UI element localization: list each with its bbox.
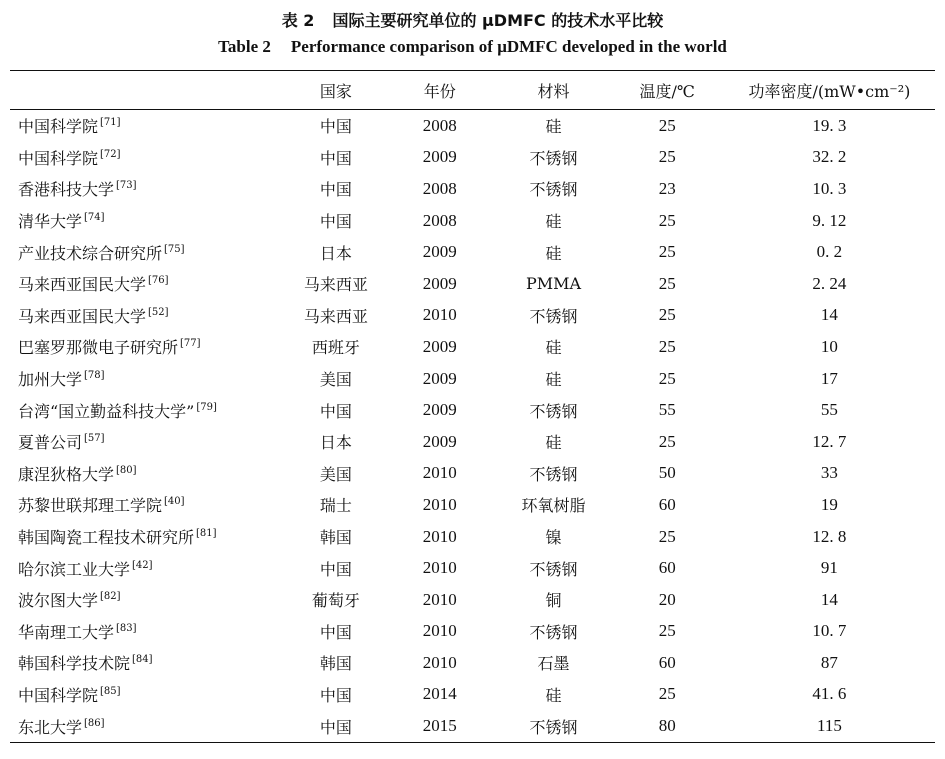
cell-temperature-text: 25 (658, 210, 676, 230)
cell-material (497, 363, 611, 395)
cell-power-density (724, 552, 935, 584)
cell-country-text: 中国 (319, 559, 352, 579)
cell-country (289, 458, 383, 490)
cell-year-text: 2008 (422, 115, 457, 135)
cell-temperature (611, 300, 724, 332)
caption-chinese (0, 8, 945, 34)
cell-year-text: 2010 (422, 463, 457, 483)
cell-temperature (611, 710, 724, 742)
cell-country (289, 521, 383, 553)
cell-material (497, 458, 611, 490)
caption-cn-label: 表 2 (281, 11, 315, 30)
reference-number: [74] (84, 212, 105, 224)
cell-temperature (611, 363, 724, 395)
cell-material (497, 142, 611, 174)
cell-unit (10, 363, 289, 395)
cell-temperature (611, 110, 724, 142)
table-row (10, 236, 935, 268)
cell-material (497, 394, 611, 426)
reference-number: [42] (132, 559, 153, 571)
cell-material-text: 不锈钢 (529, 148, 578, 168)
caption-en-label: Table 2 (218, 37, 271, 56)
cell-unit (10, 647, 289, 679)
cell-temperature (611, 394, 724, 426)
cell-unit-text: 哈尔滨工业大学 (18, 559, 131, 579)
cell-power-density (724, 521, 935, 553)
cell-temperature (611, 205, 724, 237)
cell-temperature-text: 25 (658, 273, 676, 293)
table-caption (0, 8, 945, 60)
reference-number: [85] (100, 685, 121, 697)
cell-material-text: 不锈钢 (529, 464, 578, 484)
cell-power-density-text: 19. 3 (812, 115, 847, 135)
cell-unit-text: 清华大学 (18, 212, 83, 232)
cell-year-text: 2010 (422, 494, 457, 514)
cell-power-density (724, 426, 935, 458)
cell-unit (10, 710, 289, 742)
cell-material-text: 不锈钢 (529, 622, 578, 642)
cell-unit-text: 台湾“国立勤益科技大学” (18, 401, 195, 421)
cell-country (289, 300, 383, 332)
cell-year-text: 2009 (422, 273, 457, 293)
cell-country (289, 616, 383, 648)
cell-unit-text: 中国科学院 (18, 148, 99, 168)
cell-country-text: 西班牙 (311, 338, 360, 358)
header-country: 国家 (319, 81, 352, 101)
cell-year (383, 489, 496, 521)
reference-number: [72] (100, 148, 121, 160)
cell-power-density (724, 710, 935, 742)
cell-temperature (611, 521, 724, 553)
cell-material (497, 205, 611, 237)
cell-temperature-text: 60 (658, 652, 676, 672)
cell-temperature (611, 142, 724, 174)
cell-country (289, 584, 383, 616)
cell-year (383, 647, 496, 679)
cell-temperature-text: 60 (658, 558, 676, 578)
cell-unit (10, 616, 289, 648)
cell-country-text: 日本 (319, 433, 352, 453)
cell-year-text: 2008 (422, 178, 457, 198)
cell-power-density-text: 2. 24 (812, 273, 847, 293)
cell-material (497, 331, 611, 363)
cell-power-density (724, 236, 935, 268)
cell-country (289, 426, 383, 458)
cell-unit (10, 268, 289, 300)
cell-power-density (724, 647, 935, 679)
cell-unit (10, 489, 289, 521)
cell-material-text: 不锈钢 (529, 717, 578, 737)
cell-country-text: 马来西亚 (303, 275, 368, 295)
cell-power-density (724, 679, 935, 711)
cell-power-density-text: 91 (820, 558, 838, 578)
table-row (10, 300, 935, 332)
cell-power-density-text: 12. 7 (812, 431, 847, 451)
header-unit (10, 71, 289, 110)
cell-year (383, 584, 496, 616)
cell-country-text: 中国 (319, 212, 352, 232)
cell-year (383, 363, 496, 395)
cell-power-density-text: 17 (820, 368, 838, 388)
cell-unit-text: 中国科学院 (18, 685, 99, 705)
caption-cn-title: 国际主要研究单位的 μDMFC 的技术水平比较 (332, 11, 664, 30)
cell-unit (10, 521, 289, 553)
cell-country (289, 331, 383, 363)
table-row (10, 363, 935, 395)
cell-country (289, 110, 383, 142)
cell-year (383, 142, 496, 174)
cell-year-text: 2008 (422, 210, 457, 230)
reference-number: [71] (100, 117, 121, 129)
caption-english (0, 34, 945, 60)
cell-material (497, 647, 611, 679)
cell-unit-text: 产业技术综合研究所 (18, 243, 163, 263)
cell-material-text: 铜 (545, 591, 562, 611)
cell-unit (10, 142, 289, 174)
cell-country (289, 236, 383, 268)
table-row (10, 521, 935, 553)
cell-material-text: 硅 (545, 338, 562, 358)
cell-unit (10, 331, 289, 363)
cell-country (289, 710, 383, 742)
table-row (10, 584, 935, 616)
cell-power-density (724, 331, 935, 363)
cell-material (497, 616, 611, 648)
cell-country (289, 363, 383, 395)
cell-power-density-text: 10. 3 (812, 178, 847, 198)
cell-year-text: 2010 (422, 621, 457, 641)
cell-material (497, 268, 611, 300)
cell-power-density-text: 14 (820, 589, 838, 609)
table-row (10, 394, 935, 426)
cell-material-text: 硅 (545, 433, 562, 453)
cell-year (383, 300, 496, 332)
cell-temperature-text: 80 (658, 716, 676, 736)
reference-number: [83] (116, 622, 137, 634)
cell-material-text: 硅 (545, 370, 562, 390)
header-temperature: 温度/℃ (639, 81, 695, 101)
cell-country-text: 中国 (319, 622, 352, 642)
cell-country (289, 679, 383, 711)
cell-material-text: 不锈钢 (529, 180, 578, 200)
cell-temperature-text: 25 (658, 431, 676, 451)
reference-number: [81] (196, 528, 217, 540)
cell-temperature (611, 268, 724, 300)
reference-number: [40] (164, 496, 185, 508)
cell-year-text: 2010 (422, 589, 457, 609)
table-row (10, 616, 935, 648)
cell-unit (10, 173, 289, 205)
cell-year (383, 173, 496, 205)
cell-power-density-text: 115 (816, 716, 842, 736)
cell-power-density-text: 55 (820, 400, 838, 420)
reference-number: [79] (196, 401, 217, 413)
cell-country-text: 韩国 (319, 528, 352, 548)
cell-material (497, 584, 611, 616)
cell-year-text: 2010 (422, 526, 457, 546)
cell-country (289, 268, 383, 300)
cell-material-text: 硅 (545, 212, 562, 232)
cell-material (497, 300, 611, 332)
cell-year-text: 2015 (422, 716, 457, 736)
cell-country-text: 美国 (319, 464, 352, 484)
table-row (10, 458, 935, 490)
cell-power-density (724, 300, 935, 332)
cell-country (289, 173, 383, 205)
cell-temperature (611, 236, 724, 268)
cell-power-density (724, 489, 935, 521)
cell-unit-text: 波尔图大学 (18, 591, 99, 611)
cell-temperature-text: 20 (658, 589, 676, 609)
cell-temperature (611, 647, 724, 679)
cell-country-text: 中国 (319, 685, 352, 705)
cell-temperature-text: 25 (658, 526, 676, 546)
cell-power-density (724, 110, 935, 142)
cell-temperature-text: 25 (658, 115, 676, 135)
cell-country (289, 647, 383, 679)
cell-temperature (611, 458, 724, 490)
cell-temperature-text: 60 (658, 494, 676, 514)
cell-power-density-text: 33 (820, 463, 838, 483)
cell-power-density-text: 19 (820, 494, 838, 514)
cell-temperature (611, 173, 724, 205)
cell-country-text: 中国 (319, 717, 352, 737)
cell-country (289, 394, 383, 426)
cell-material (497, 426, 611, 458)
table-row (10, 552, 935, 584)
cell-unit (10, 205, 289, 237)
cell-power-density (724, 616, 935, 648)
reference-number: [84] (132, 654, 153, 666)
cell-temperature-text: 25 (658, 336, 676, 356)
reference-number: [73] (116, 180, 137, 192)
table-body (10, 110, 935, 743)
caption-en-title: Performance comparison of μDMFC developed in the world (290, 37, 727, 56)
cell-year (383, 236, 496, 268)
cell-material (497, 552, 611, 584)
cell-material (497, 110, 611, 142)
cell-unit-text: 加州大学 (18, 370, 83, 390)
cell-material (497, 521, 611, 553)
cell-year-text: 2010 (422, 305, 457, 325)
table-row (10, 110, 935, 142)
cell-unit-text: 苏黎世联邦理工学院 (18, 496, 163, 516)
cell-temperature-text: 25 (658, 621, 676, 641)
reference-number: [76] (148, 275, 169, 287)
cell-year (383, 552, 496, 584)
cell-material-text: 镍 (545, 528, 562, 548)
cell-temperature (611, 679, 724, 711)
cell-country-text: 中国 (319, 401, 352, 421)
cell-unit-text: 夏普公司 (18, 433, 83, 453)
cell-material-text: 硅 (545, 117, 562, 137)
reference-number: [78] (84, 370, 105, 382)
cell-unit-text: 韩国陶瓷工程技术研究所 (18, 528, 195, 548)
header-row (10, 71, 935, 110)
cell-unit-text: 康涅狄格大学 (18, 464, 115, 484)
cell-year-text: 2009 (422, 242, 457, 262)
header-power-density: 功率密度/(mW•cm⁻²) (748, 81, 911, 101)
reference-number: [77] (180, 338, 201, 350)
cell-year (383, 616, 496, 648)
cell-power-density (724, 363, 935, 395)
reference-number: [52] (148, 306, 169, 318)
cell-country-text: 马来西亚 (303, 306, 368, 326)
cell-unit-text: 东北大学 (18, 717, 83, 737)
cell-power-density (724, 458, 935, 490)
cell-country-text: 美国 (319, 370, 352, 390)
cell-temperature-text: 25 (658, 147, 676, 167)
cell-unit (10, 426, 289, 458)
cell-year-text: 2010 (422, 652, 457, 672)
cell-material (497, 679, 611, 711)
cell-year (383, 268, 496, 300)
header-year: 年份 (423, 81, 456, 101)
cell-material-text: 硅 (545, 243, 562, 263)
cell-material-text: 不锈钢 (529, 306, 578, 326)
cell-material-text: 不锈钢 (529, 401, 578, 421)
header-material: 材料 (537, 81, 570, 101)
cell-temperature-text: 25 (658, 305, 676, 325)
reference-number: [86] (84, 717, 105, 729)
cell-material-text: 石墨 (537, 654, 570, 674)
cell-year (383, 458, 496, 490)
cell-unit (10, 458, 289, 490)
cell-unit-text: 韩国科学技术院 (18, 654, 131, 674)
cell-unit (10, 110, 289, 142)
cell-temperature-text: 25 (658, 684, 676, 704)
cell-year (383, 710, 496, 742)
cell-temperature (611, 489, 724, 521)
cell-unit-text: 巴塞罗那微电子研究所 (18, 338, 179, 358)
cell-temperature-text: 23 (658, 178, 676, 198)
cell-unit-text: 马来西亚国民大学 (18, 306, 147, 326)
cell-country-text: 瑞士 (319, 496, 352, 516)
cell-unit-text: 中国科学院 (18, 117, 99, 137)
cell-power-density (724, 142, 935, 174)
cell-country (289, 489, 383, 521)
cell-year (383, 521, 496, 553)
cell-material-text: 硅 (545, 685, 562, 705)
cell-unit (10, 236, 289, 268)
cell-temperature-text: 50 (658, 463, 676, 483)
cell-power-density-text: 10 (820, 336, 838, 356)
reference-number: [82] (100, 591, 121, 603)
cell-material-text: 不锈钢 (529, 559, 578, 579)
cell-temperature-text: 55 (658, 400, 676, 420)
cell-power-density-text: 32. 2 (812, 147, 847, 167)
cell-power-density (724, 173, 935, 205)
table-row (10, 426, 935, 458)
cell-power-density-text: 41. 6 (812, 684, 847, 704)
cell-country-text: 中国 (319, 148, 352, 168)
cell-year-text: 2009 (422, 336, 457, 356)
cell-country-text: 中国 (319, 117, 352, 137)
cell-unit (10, 552, 289, 584)
cell-unit (10, 584, 289, 616)
cell-year-text: 2009 (422, 368, 457, 388)
table-row (10, 679, 935, 711)
cell-year (383, 426, 496, 458)
cell-country-text: 日本 (319, 243, 352, 263)
table-row (10, 173, 935, 205)
cell-material-text: 环氧树脂 (521, 496, 586, 516)
cell-temperature (611, 426, 724, 458)
cell-temperature (611, 331, 724, 363)
cell-power-density-text: 12. 8 (812, 526, 847, 546)
cell-country-text: 韩国 (319, 654, 352, 674)
cell-year (383, 331, 496, 363)
table-row (10, 710, 935, 742)
cell-power-density (724, 205, 935, 237)
cell-power-density-text: 14 (820, 305, 838, 325)
cell-temperature (611, 616, 724, 648)
table-row (10, 268, 935, 300)
cell-temperature-text: 25 (658, 368, 676, 388)
cell-year-text: 2009 (422, 431, 457, 451)
table-row (10, 205, 935, 237)
table-row (10, 142, 935, 174)
cell-unit (10, 300, 289, 332)
reference-number: [57] (84, 433, 105, 445)
reference-number: [80] (116, 464, 137, 476)
cell-material (497, 173, 611, 205)
cell-power-density (724, 584, 935, 616)
cell-power-density-text: 0. 2 (816, 242, 843, 262)
reference-number: [75] (164, 243, 185, 255)
cell-country (289, 142, 383, 174)
cell-year-text: 2009 (422, 400, 457, 420)
table-row (10, 489, 935, 521)
cell-year (383, 110, 496, 142)
table-header (10, 71, 935, 110)
cell-unit-text: 华南理工大学 (18, 622, 115, 642)
cell-country-text: 葡萄牙 (311, 591, 360, 611)
cell-material (497, 489, 611, 521)
table-row (10, 331, 935, 363)
cell-year-text: 2010 (422, 558, 457, 578)
cell-unit (10, 679, 289, 711)
cell-power-density-text: 87 (820, 652, 838, 672)
cell-temperature (611, 552, 724, 584)
cell-power-density (724, 268, 935, 300)
cell-material (497, 236, 611, 268)
cell-material (497, 710, 611, 742)
cell-unit-text: 马来西亚国民大学 (18, 275, 147, 295)
comparison-table (10, 70, 935, 743)
cell-year-text: 2014 (422, 684, 457, 704)
cell-unit-text: 香港科技大学 (18, 180, 115, 200)
cell-year (383, 679, 496, 711)
cell-year (383, 205, 496, 237)
cell-power-density (724, 394, 935, 426)
cell-year (383, 394, 496, 426)
table-row (10, 647, 935, 679)
cell-country (289, 205, 383, 237)
cell-power-density-text: 10. 7 (812, 621, 847, 641)
cell-material-text: PMMA (525, 274, 582, 294)
cell-country-text: 中国 (319, 180, 352, 200)
cell-country (289, 552, 383, 584)
cell-power-density-text: 9. 12 (812, 210, 847, 230)
cell-unit (10, 394, 289, 426)
cell-year-text: 2009 (422, 147, 457, 167)
cell-temperature-text: 25 (658, 242, 676, 262)
cell-temperature (611, 584, 724, 616)
